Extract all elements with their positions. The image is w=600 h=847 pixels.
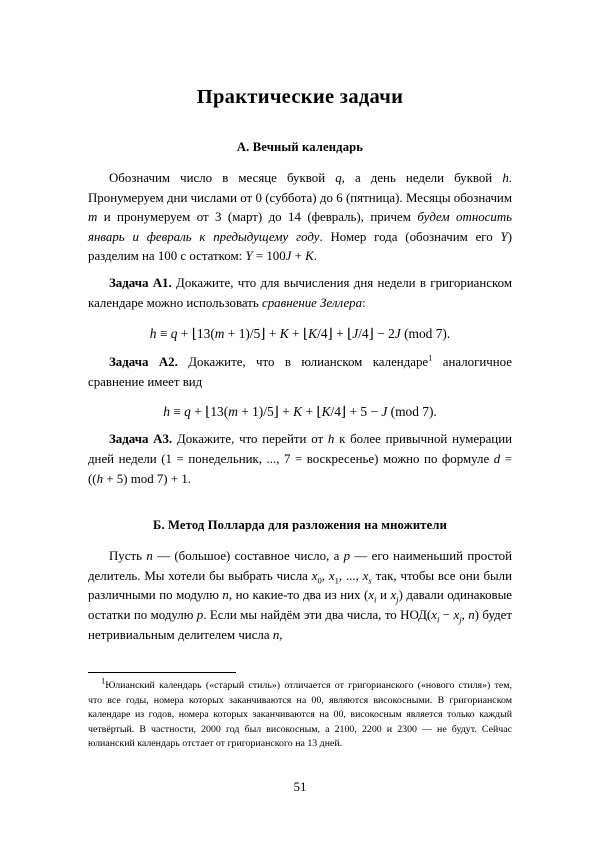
formula-zeller-gregorian: h ≡ q + ⌊13(m + 1)/5⌋ + K + ⌊K/4⌋ + ⌊J/4⌋ − 2J (mod 7). — [149, 326, 451, 342]
footnote-block — [88, 672, 512, 752]
page-content — [88, 78, 512, 645]
paragraph-task-a1: Задача A1. Докажите, что для вычисления дня недели в григорианском календаре можно использовать сравнение Зеллера: — [88, 275, 512, 310]
paragraph-pollard-body: Пусть n — (большое) составное число, а p — его наименьший простой делитель. Мы хотели бы выбрать числа $x_0$, $x_1$, ..., $x_s$ так, чтобы все они были различными по модулю n, но какие-то два из них ($x_i$ и $x_j$) давали одинаковые остатки по модулю p. Если мы найдём эти два числа, то $НОД(x_i - x_j$, n) будет нетривиальным делителем числа n, — [88, 549, 513, 642]
section-heading-b: Б. Метод Полларда для разложения на множители — [152, 518, 447, 533]
footnote-separator-rule — [88, 672, 236, 673]
page-number: 51 — [293, 779, 307, 794]
paragraph-task-a3: Задача A3. Докажите, что перейти от h к более привычной нумерации дней недели (1 = понедельник, ..., 7 = воскресенье) можно по формуле d = ((h + 5) mod 7) + 1. — [88, 432, 512, 486]
page-title: Практические задачи — [196, 86, 404, 108]
section-heading-a: А. Вечный календарь — [236, 140, 364, 154]
paragraph-task-a2: Задача A2. Докажите, что в юлианском календаре$^1$ аналогичное сравнение имеет вид — [88, 353, 512, 389]
paragraph-intro: Обозначим число в месяце буквой q, а день недели буквой h. Пронумеруем дни числами от 0 (суббота) до 6 (пятница). Месяцы обозначим m и пронумеруем от 3 (март) до 14 (февраль), причем будем относить январь и февраль к предыдущему году. Номер года (обозначим его Y) разделим на 100 с остатком: Y = 100J + K. — [88, 171, 512, 264]
footnote-body: Юлианский календарь («старый стиль») отличается от григорианского («нового стиля») тем, что все годы, номера которых заканчиваются на 00, являются високосными. В григорианском календаре из годов, номера которых заканчиваются на 00, високосным является только каждый четвёртый. В частности, 2000 год был високосным, а 2100, 2200 и 2300 — не будут. Сейчас юлианский календарь отстает от григорианского на 13 дней. — [88, 680, 512, 750]
footnote-marker: 1 — [101, 676, 106, 686]
formula-zeller-julian: h ≡ q + ⌊13(m + 1)/5⌋ + K + ⌊K/4⌋ + 5 − J (mod 7). — [163, 404, 437, 420]
footnote-text — [88, 676, 512, 752]
